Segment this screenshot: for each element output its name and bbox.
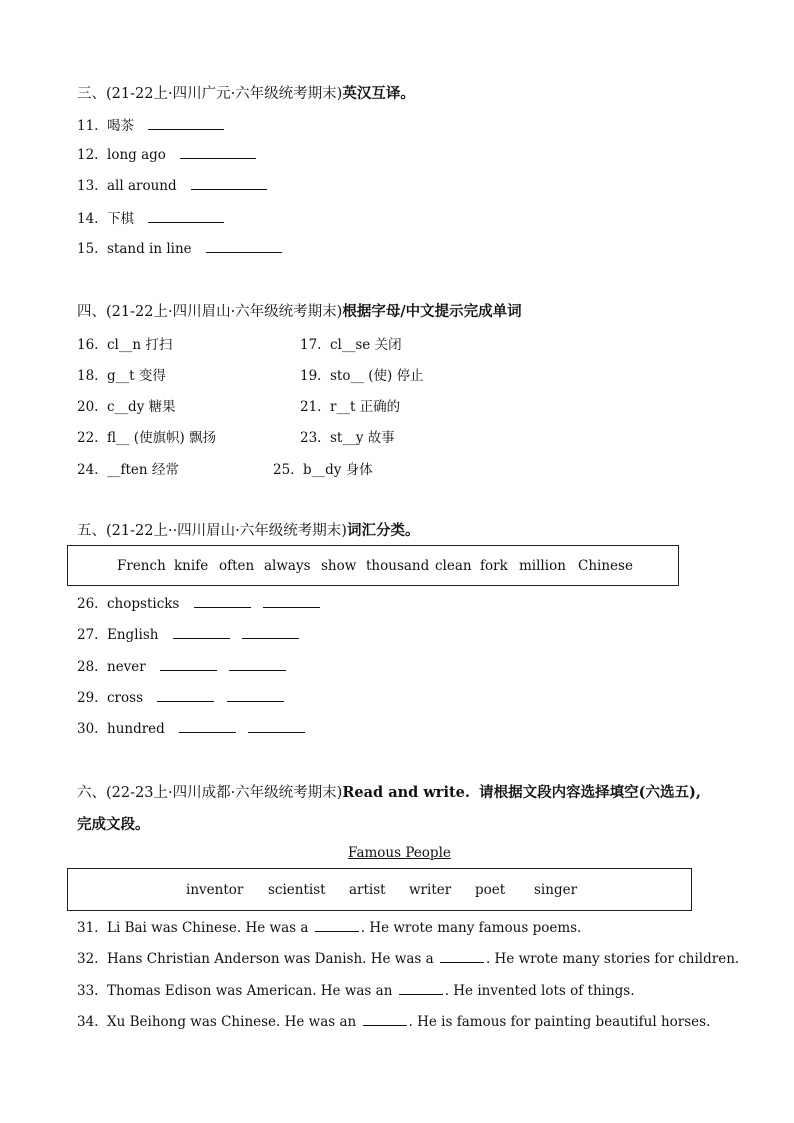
question-14: [77, 207, 224, 227]
answer-blank[interactable]: [194, 595, 251, 608]
question-text: 下棋: [107, 211, 134, 227]
word-bank-item: fork: [480, 558, 508, 574]
section3-heading-task: 英汉互译。: [342, 85, 415, 102]
answer-blank[interactable]: [191, 177, 267, 190]
answer-blank[interactable]: [173, 626, 230, 639]
sentence-after: . He is famous for painting beautiful horses.: [408, 1014, 711, 1030]
section6-heading: [77, 781, 701, 802]
question-16: [77, 333, 172, 353]
question-33: [77, 982, 635, 999]
question-number: 20.: [77, 399, 99, 415]
sentence-after: . He wrote many famous poems.: [360, 920, 582, 936]
question-20: [77, 395, 176, 415]
sentence-before: Thomas Edison was American. He was an: [107, 983, 393, 999]
question-number: 27.: [77, 627, 99, 643]
question-number: 34.: [77, 1014, 99, 1030]
word-bank-item: knife: [174, 558, 209, 574]
word-bank-item: clean: [435, 558, 472, 574]
question-text: all around: [107, 178, 177, 194]
question-text: c__dy 糖果: [107, 399, 176, 415]
question-31: [77, 919, 581, 936]
question-text: fl__ (使旗帜) 飘扬: [107, 430, 217, 446]
word-bank-item: poet: [475, 882, 506, 898]
question-text: b__dy 身体: [303, 462, 373, 478]
word-bank-item: thousand: [366, 558, 430, 574]
word-bank-item: writer: [409, 882, 452, 898]
word-bank-item: always: [264, 558, 311, 574]
word-bank-item: often: [219, 558, 255, 574]
question-number: 15.: [77, 241, 99, 257]
question-number: 11.: [77, 118, 99, 134]
word-bank-box: [67, 545, 679, 586]
answer-blank[interactable]: [229, 658, 286, 671]
question-number: 33.: [77, 983, 99, 999]
answer-blank[interactable]: [180, 146, 256, 159]
question-number: 28.: [77, 659, 99, 675]
question-25: [273, 458, 373, 478]
question-number: 32.: [77, 951, 99, 967]
answer-blank[interactable]: [157, 689, 214, 702]
word-bank-item: singer: [534, 882, 578, 898]
question-number: 26.: [77, 596, 99, 612]
sentence-after: . He invented lots of things.: [444, 983, 635, 999]
question-27: [77, 626, 299, 643]
question-18: [77, 364, 166, 384]
question-21: [300, 395, 400, 415]
question-11: [77, 114, 224, 134]
answer-blank[interactable]: [179, 720, 236, 733]
question-number: 23.: [300, 430, 322, 446]
answer-blank[interactable]: [206, 240, 282, 253]
sentence-before: Hans Christian Anderson was Danish. He was a: [107, 951, 434, 967]
answer-blank[interactable]: [227, 689, 284, 702]
question-text: r__t 正确的: [330, 399, 401, 415]
question-23: [300, 426, 395, 446]
question-17: [300, 333, 402, 353]
question-text: g__t 变得: [107, 368, 166, 384]
answer-blank[interactable]: [148, 117, 224, 130]
question-text: cl__se 关闭: [330, 337, 402, 353]
question-13: [77, 177, 267, 194]
question-number: 30.: [77, 721, 99, 737]
word-bank-item: scientist: [268, 882, 326, 898]
question-text: sto__ (使) 停止: [330, 368, 424, 384]
question-text: never: [107, 659, 146, 675]
section3-heading: [77, 82, 415, 103]
question-number: 31.: [77, 920, 99, 936]
question-28: [77, 658, 286, 675]
question-text: long ago: [107, 147, 166, 163]
question-22: [77, 426, 216, 446]
section6-heading-line2-text: 完成文段。: [77, 816, 150, 833]
word-bank-item: show: [321, 558, 357, 574]
question-24: [77, 458, 179, 478]
question-text: cross: [107, 690, 143, 706]
section4-heading: [77, 300, 522, 321]
question-text: __ften 经常: [107, 462, 179, 478]
question-number: 22.: [77, 430, 99, 446]
word-bank-box-2: [67, 868, 692, 911]
section6-heading-prefix: 六、(22-23上·四川成都·六年级统考期末): [77, 785, 343, 801]
question-34: [77, 1013, 710, 1030]
question-19: [300, 364, 424, 384]
answer-blank[interactable]: [242, 626, 299, 639]
question-number: 21.: [300, 399, 322, 415]
question-number: 16.: [77, 337, 99, 353]
question-text: stand in line: [107, 241, 192, 257]
word-bank-item: French: [117, 558, 166, 574]
section5-heading-task: 词汇分类。: [346, 522, 420, 539]
question-32: [77, 950, 739, 967]
question-15: [77, 240, 282, 257]
answer-blank[interactable]: [160, 658, 217, 671]
question-number: 14.: [77, 211, 99, 227]
section6-heading-task-en: Read and write.: [342, 784, 470, 801]
answer-blank[interactable]: [248, 720, 305, 733]
answer-blank[interactable]: [315, 919, 359, 932]
question-number: 12.: [77, 147, 99, 163]
question-number: 17.: [300, 337, 322, 353]
question-number: 24.: [77, 462, 99, 478]
section3-heading-prefix: 三、(21-22上·四川广元·六年级统考期末): [77, 86, 343, 102]
box-title: Famous People: [348, 845, 451, 861]
question-29: [77, 689, 284, 706]
section5-heading: [77, 519, 419, 540]
sentence-after: . He wrote many stories for children.: [485, 951, 740, 967]
sentence-before: Xu Beihong was Chinese. He was an: [107, 1014, 357, 1030]
answer-blank[interactable]: [263, 595, 320, 608]
question-number: 18.: [77, 368, 99, 384]
section4-heading-task: 根据字母/中文提示完成单词: [342, 303, 522, 320]
section6-heading-line2: [77, 813, 150, 834]
sentence-before: Li Bai was Chinese. He was a: [107, 920, 309, 936]
question-text: cl__n 打扫: [107, 337, 173, 353]
word-bank-item: artist: [349, 882, 386, 898]
question-number: 13.: [77, 178, 99, 194]
question-number: 29.: [77, 690, 99, 706]
answer-blank[interactable]: [148, 210, 224, 223]
question-text: hundred: [107, 721, 165, 737]
section5-heading-prefix: 五、(21-22上··四川眉山·六年级统考期末): [77, 523, 347, 539]
question-12: [77, 146, 256, 163]
question-text: st__y 故事: [330, 430, 395, 446]
question-26: [77, 595, 320, 612]
question-text: chopsticks: [107, 596, 180, 612]
question-number: 25.: [273, 462, 295, 478]
question-number: 19.: [300, 368, 322, 384]
word-bank-item: million: [519, 558, 566, 574]
question-30: [77, 720, 305, 737]
answer-blank[interactable]: [440, 950, 484, 963]
word-bank-item: inventor: [186, 882, 244, 898]
question-text: 喝茶: [107, 118, 134, 134]
answer-blank[interactable]: [363, 1013, 407, 1026]
answer-blank[interactable]: [399, 982, 443, 995]
section4-heading-prefix: 四、(21-22上·四川眉山·六年级统考期末): [77, 304, 343, 320]
word-bank-item: Chinese: [578, 558, 633, 574]
section6-heading-task-cn: 请根据文段内容选择填空(六选五),: [479, 784, 701, 801]
question-text: English: [107, 627, 159, 643]
